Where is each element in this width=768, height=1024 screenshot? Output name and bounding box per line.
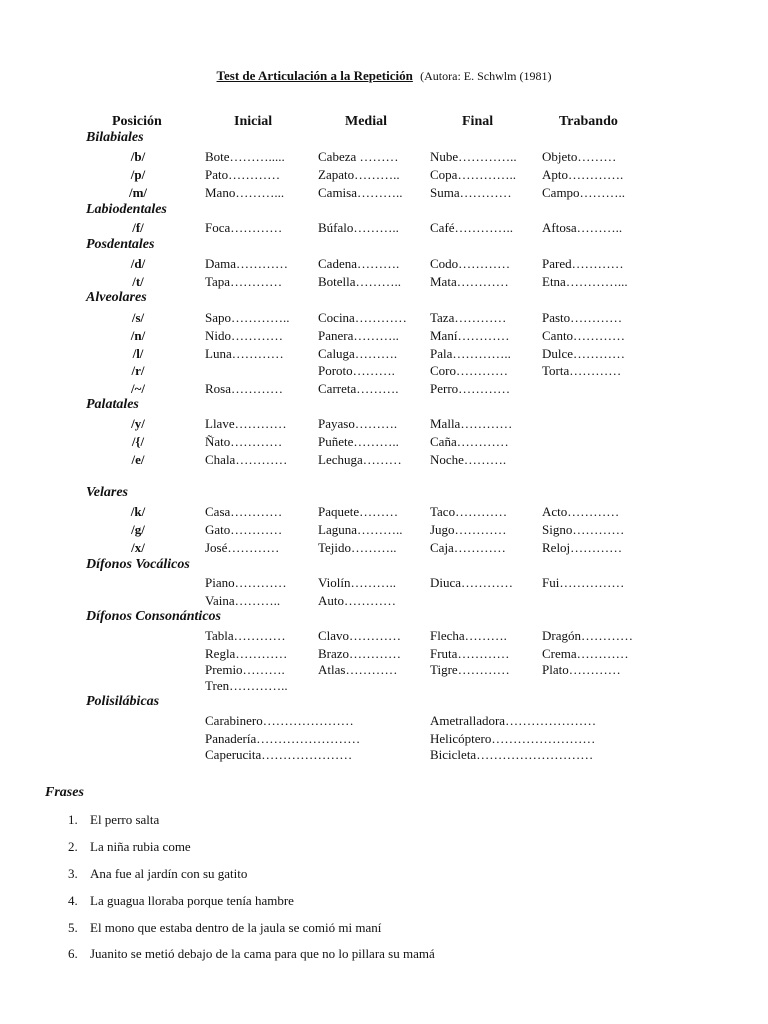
group-alveolares: Alveolares (86, 290, 147, 305)
word-cell: Carreta………. (318, 381, 399, 396)
word-cell: Brazo………… (318, 646, 402, 661)
word-cell: Taco………… (430, 504, 508, 519)
sentence-text: El perro salta (90, 812, 160, 827)
word-cell: Pared………… (542, 256, 624, 271)
word-cell: Paquete……… (318, 504, 399, 519)
word-cell: Pato………… (205, 167, 281, 182)
sentence-text: Ana fue al jardín con su gatito (90, 866, 248, 881)
phoneme-label: /~/ (131, 381, 145, 396)
list-item (68, 812, 159, 828)
word-cell: Ametralladora………………… (430, 713, 597, 728)
list-item (68, 893, 294, 909)
word-cell: Jugo………… (430, 522, 507, 537)
word-cell: Carabinero………………… (205, 713, 354, 728)
table-row (0, 166, 768, 184)
word-cell: Café………….. (430, 220, 514, 235)
word-cell: Laguna……….. (318, 522, 403, 537)
word-cell: José………… (205, 540, 280, 555)
word-cell: Pasto………… (542, 310, 623, 325)
word-cell: Copa………….. (430, 167, 516, 182)
list-item (68, 866, 247, 882)
word-cell: Tigre………… (430, 662, 510, 677)
word-cell: Caja………… (430, 540, 506, 555)
table-row (0, 451, 768, 469)
phoneme-label: /x/ (131, 540, 145, 555)
word-cell: Diuca………… (430, 575, 514, 590)
header-posicion: Posición (112, 114, 162, 129)
header-trabando: Trabando (559, 114, 618, 129)
word-cell: Lechuga……… (318, 452, 402, 467)
table-row (0, 415, 768, 433)
group-labiodentales: Labiodentales (86, 202, 167, 217)
phoneme-label: /p/ (130, 167, 146, 182)
word-cell: Bote………..... (205, 149, 285, 164)
word-cell: Canto………… (542, 328, 626, 343)
word-cell: Suma………… (430, 185, 512, 200)
word-cell: Objeto……… (542, 149, 617, 164)
table-row (0, 712, 768, 730)
phoneme-label: /g/ (131, 522, 145, 537)
word-cell: Tren………….. (205, 678, 288, 693)
word-cell: Plato………… (542, 662, 621, 677)
word-cell: Mano………... (205, 185, 285, 200)
word-cell: Caperucita………………… (205, 747, 353, 762)
word-cell: Aftosa……….. (542, 220, 623, 235)
table-row (0, 521, 768, 539)
word-cell: Ñato………… (205, 434, 283, 449)
word-cell: Reloj………… (542, 540, 623, 555)
word-cell: Búfalo……….. (318, 220, 399, 235)
word-cell: Dulce………… (542, 346, 626, 361)
word-cell: Premio………. (205, 662, 285, 677)
word-cell: Caña………… (430, 434, 509, 449)
phoneme-label: /b/ (130, 149, 146, 164)
word-cell: Casa………… (205, 504, 283, 519)
word-cell: Sapo………….. (205, 310, 290, 325)
title-main: Test de Articulación a la Repetición (216, 68, 413, 83)
phoneme-label: /m/ (128, 185, 148, 200)
word-cell: Vaina……….. (205, 593, 281, 608)
word-cell: Acto………… (542, 504, 620, 519)
word-cell: Codo………… (430, 256, 511, 271)
sentence-text: Juanito se metió debajo de la cama para que no lo pillara su mamá (90, 946, 435, 961)
word-cell: Fruta………… (430, 646, 510, 661)
word-cell: Etna…………... (542, 274, 628, 289)
group-difonos-vocalicos: Dífonos Vocálicos (86, 557, 190, 572)
table-row (0, 627, 768, 645)
word-cell: Nido………… (205, 328, 283, 343)
word-cell: Atlas………… (318, 662, 398, 677)
phoneme-label: /r/ (131, 363, 145, 378)
word-cell: Crema………… (542, 646, 629, 661)
word-cell: Piano………… (205, 575, 287, 590)
word-cell: Cabeza ……… (318, 149, 399, 164)
list-number: 3. (68, 866, 78, 881)
group-bilabiales: Bilabiales (86, 130, 144, 145)
phoneme-label: /s/ (131, 310, 145, 325)
group-palatales: Palatales (86, 397, 139, 412)
word-cell: Violín……….. (318, 575, 396, 590)
list-number: 1. (68, 812, 78, 827)
table-row (0, 677, 768, 695)
table-row (0, 362, 768, 380)
word-cell: Regla………… (205, 646, 288, 661)
header-final: Final (462, 114, 494, 129)
list-item (68, 946, 435, 962)
word-cell: Maní………… (430, 328, 510, 343)
word-cell: Tapa………… (205, 274, 283, 289)
word-cell: Panadería…………………… (205, 731, 361, 746)
table-row (0, 503, 768, 521)
word-cell: Fui…………… (542, 575, 625, 590)
word-cell: Malla………… (430, 416, 513, 431)
sentence-text: La niña rubia come (90, 839, 191, 854)
group-posdentales: Posdentales (86, 237, 155, 252)
word-cell: Panera……….. (318, 328, 399, 343)
list-number: 2. (68, 839, 78, 854)
table-row (0, 539, 768, 557)
word-cell: Caluga………. (318, 346, 398, 361)
word-cell: Flecha………. (430, 628, 507, 643)
word-cell: Poroto………. (318, 363, 395, 378)
phoneme-label: /n/ (130, 328, 146, 343)
group-difonos-consonanticos: Dífonos Consonánticos (86, 609, 221, 624)
group-polisilabicas: Polisilábicas (86, 694, 160, 709)
word-cell: Nube………….. (430, 149, 517, 164)
word-cell: Mata………… (430, 274, 509, 289)
test-title (0, 68, 768, 84)
word-cell: Signo………… (542, 522, 625, 537)
table-row (0, 219, 768, 237)
word-cell: Cadena………. (318, 256, 400, 271)
word-cell: Pala………….. (430, 346, 511, 361)
group-velares: Velares (86, 485, 128, 500)
table-row (0, 309, 768, 327)
word-cell: Gato………… (205, 522, 283, 537)
word-cell: Bicicleta……………………… (430, 747, 594, 762)
frases-heading: Frases (45, 785, 84, 800)
word-cell: Llave………… (205, 416, 287, 431)
word-cell: Clavo………… (318, 628, 402, 643)
word-cell: Luna………… (205, 346, 284, 361)
phoneme-label: /y/ (131, 416, 145, 431)
table-row (0, 746, 768, 764)
column-headers (0, 113, 768, 131)
table-row (0, 433, 768, 451)
sentence-text: El mono que estaba dentro de la jaula se comió mi maní (90, 920, 382, 935)
list-number: 6. (68, 946, 78, 961)
header-medial: Medial (345, 114, 387, 129)
table-row (0, 592, 768, 610)
title-author: (Autora: E. Schwlm (1981) (420, 69, 552, 83)
table-row (0, 327, 768, 345)
word-cell: Coro………… (430, 363, 508, 378)
list-number: 4. (68, 893, 78, 908)
phoneme-label: /t/ (132, 274, 144, 289)
phoneme-label: /e/ (131, 452, 145, 467)
table-row (0, 255, 768, 273)
list-item (68, 920, 381, 936)
word-cell: Zapato……….. (318, 167, 400, 182)
phoneme-label: /{/ (131, 434, 145, 449)
table-row (0, 574, 768, 592)
word-cell: Auto………… (318, 593, 396, 608)
word-cell: Dama………… (205, 256, 289, 271)
word-cell: Rosa………… (205, 381, 283, 396)
word-cell: Dragón………… (542, 628, 633, 643)
word-cell: Apto…………. (542, 167, 624, 182)
word-cell: Payaso………. (318, 416, 398, 431)
word-cell: Puñete……….. (318, 434, 399, 449)
list-item (68, 839, 191, 855)
word-cell: Cocina………… (318, 310, 407, 325)
word-cell: Foca………… (205, 220, 283, 235)
word-cell: Tabla………… (205, 628, 286, 643)
phoneme-label: /d/ (130, 256, 146, 271)
word-cell: Campo……….. (542, 185, 626, 200)
table-row (0, 345, 768, 363)
header-inicial: Inicial (234, 114, 273, 129)
word-cell: Camisa……….. (318, 185, 403, 200)
phoneme-label: /f/ (132, 220, 144, 235)
phoneme-label: /k/ (130, 504, 146, 519)
sentence-text: La guagua lloraba porque tenía hambre (90, 893, 294, 908)
word-cell: Chala………… (205, 452, 288, 467)
word-cell: Taza………… (430, 310, 507, 325)
word-cell: Helicóptero…………………… (430, 731, 596, 746)
phoneme-label: /l/ (132, 346, 144, 361)
table-row (0, 273, 768, 291)
table-row (0, 184, 768, 202)
word-cell: Perro………… (430, 381, 511, 396)
table-row (0, 148, 768, 166)
word-cell: Botella……….. (318, 274, 402, 289)
table-row (0, 380, 768, 398)
word-cell: Noche………. (430, 452, 507, 467)
list-number: 5. (68, 920, 78, 935)
word-cell: Tejido……….. (318, 540, 397, 555)
word-cell: Torta………… (542, 363, 622, 378)
